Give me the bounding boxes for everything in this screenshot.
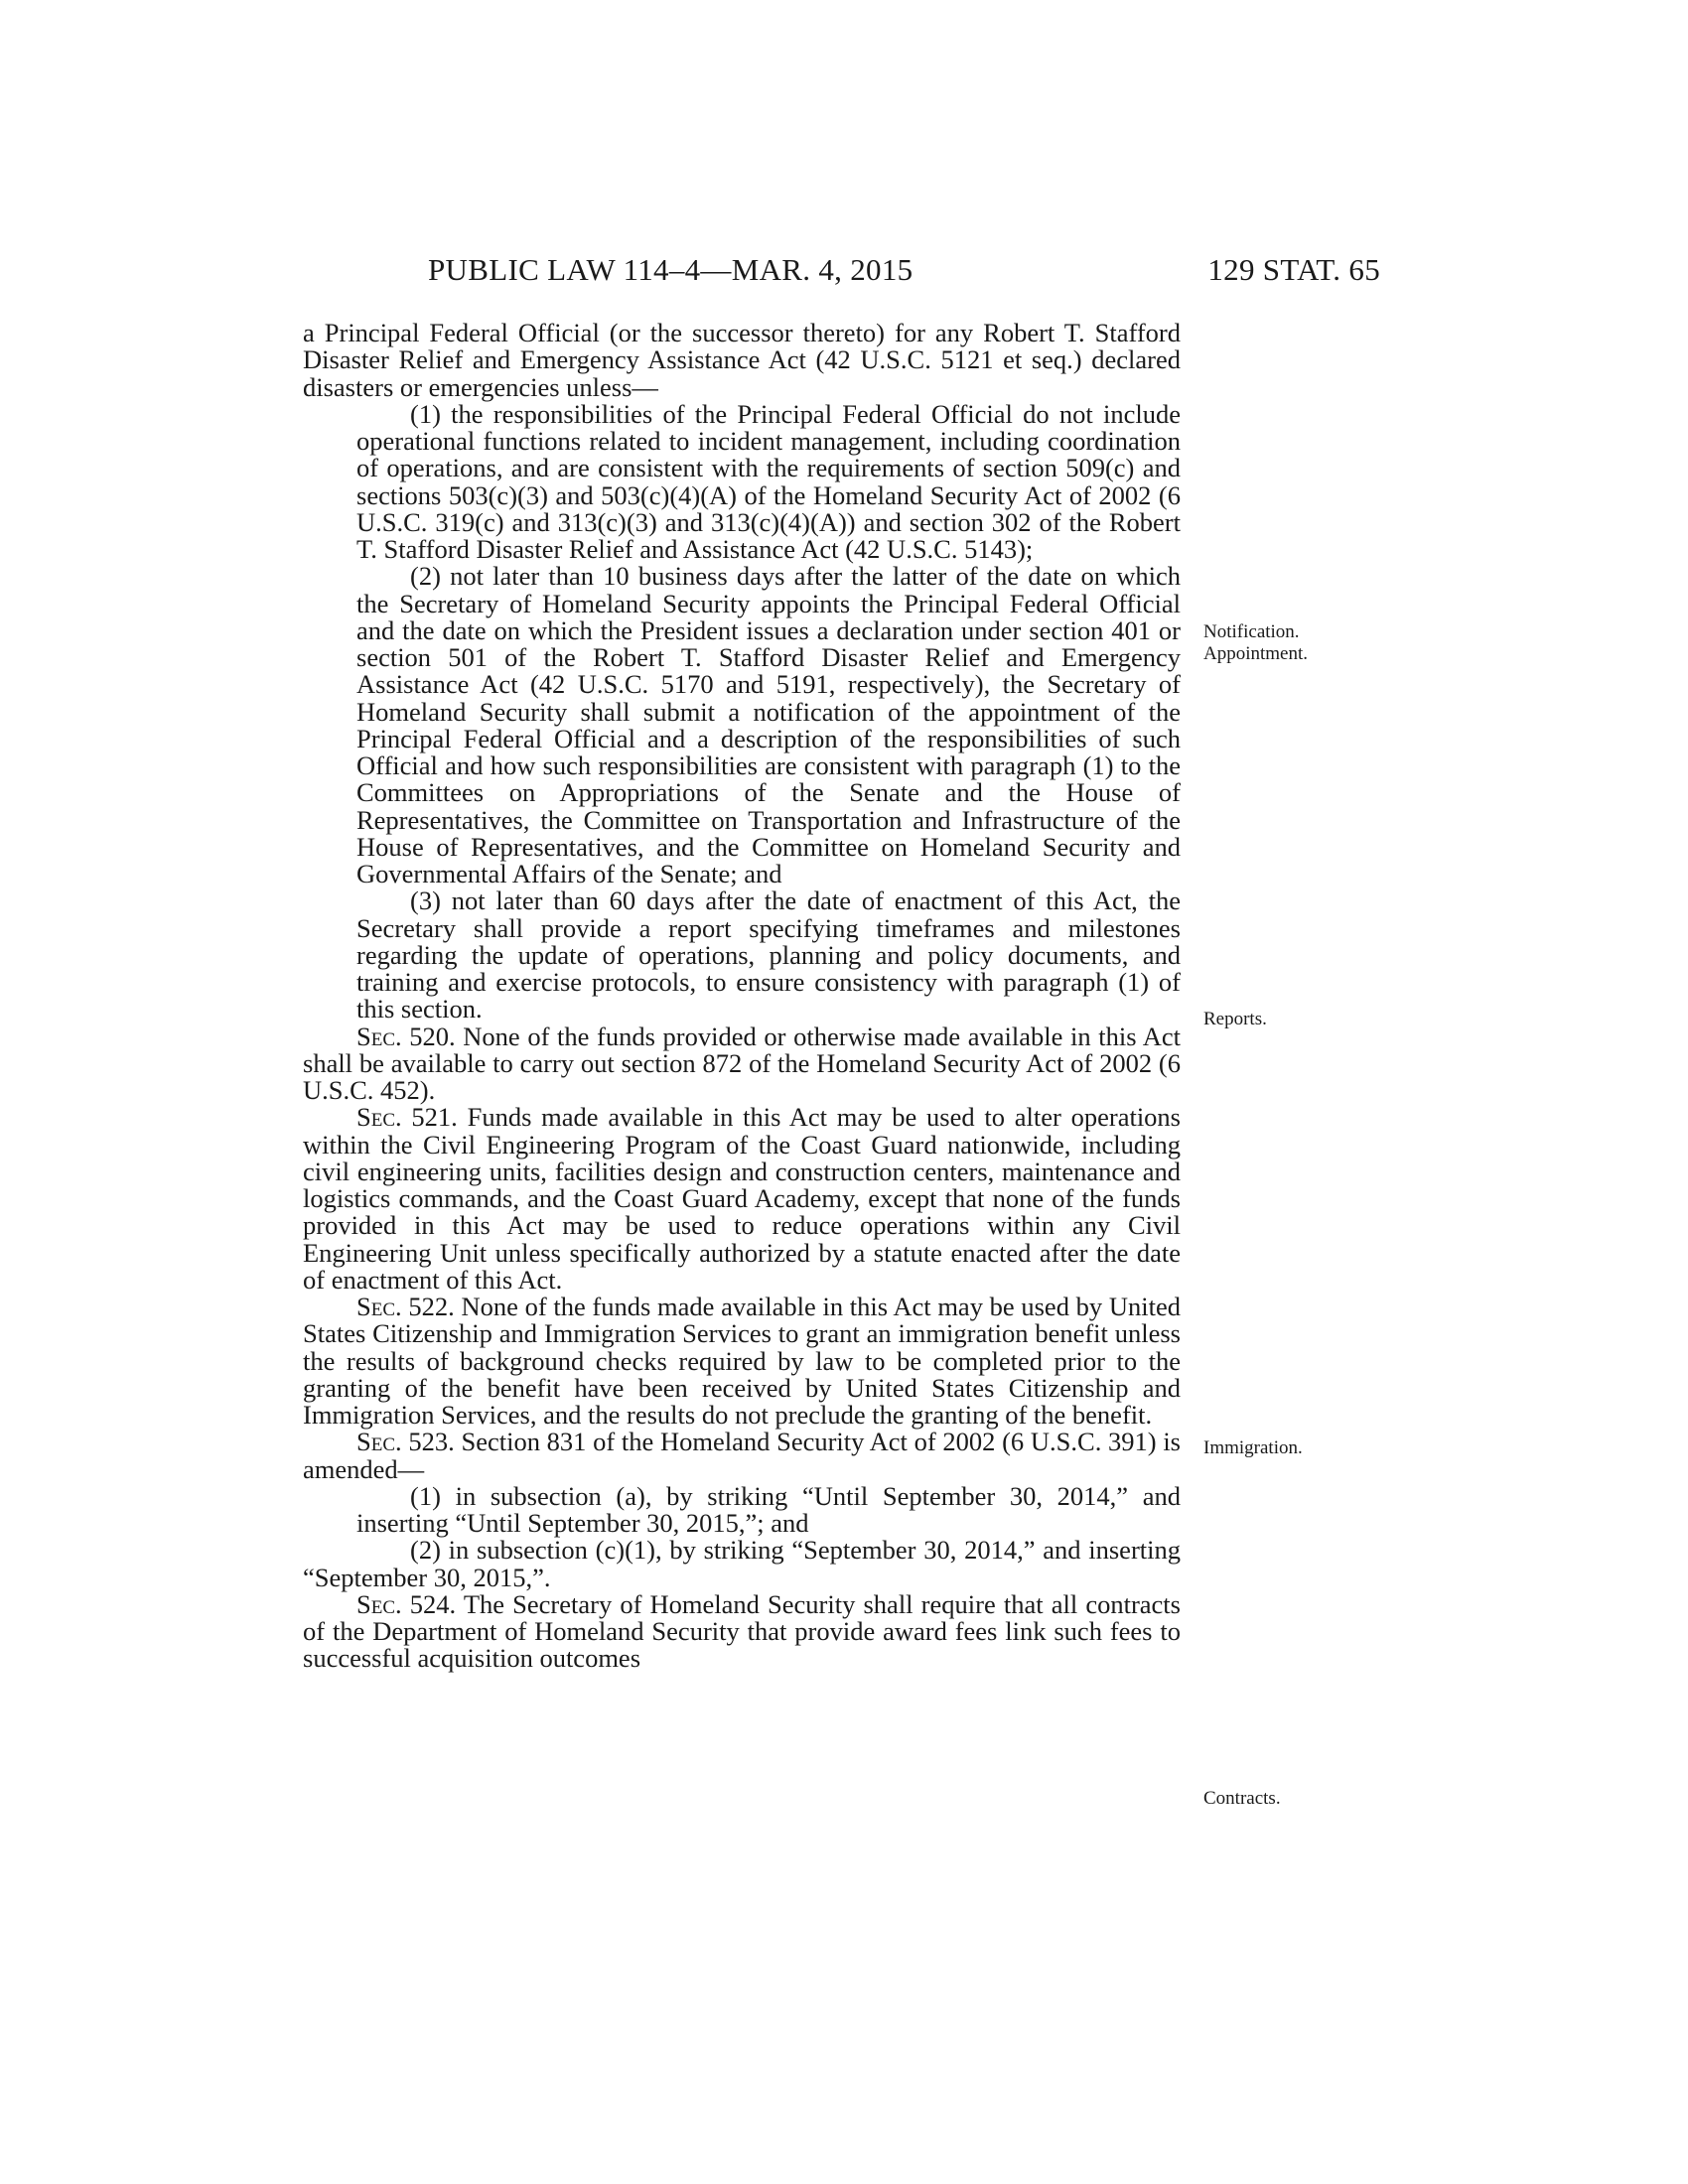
section-522 xyxy=(303,1294,1181,1429)
section-521-text: Funds made available in this Act may be used to alter operations within the Civil Engineering Program of the Coast Guard nationwide, including civil engineering units, facilities design and construction centers, maintenance and logistics commands, and the Coast Guard Academy, except that none of the funds provided in this Act may be used to reduce operations within any Civil Engineering Unit unless specifically authorized by a statute enacted after the date of enactment of this Act. xyxy=(303,1102,1181,1295)
section-521 xyxy=(303,1104,1181,1294)
main-text xyxy=(303,320,1181,1673)
section-523-text: Section 831 of the Homeland Security Act of 2002 (6 U.S.C. 391) is amended— xyxy=(303,1427,1181,1484)
section-522-label: Sec. 522. xyxy=(356,1292,455,1321)
section-523-label: Sec. 523. xyxy=(356,1427,455,1457)
law-title: PUBLIC LAW 114–4—MAR. 4, 2015 xyxy=(428,252,914,287)
section-521-label: Sec. 521. xyxy=(356,1102,458,1133)
paragraph-continuation: a Principal Federal Official (or the successor thereto) for any Robert T. Stafford Disaster Relief and Emergency Assistance Act (42 U.S.C. 5121 et seq.) declared disasters or emergencies unless— xyxy=(303,318,1181,402)
page-header xyxy=(298,252,1380,292)
stat-citation: 129 STAT. 65 xyxy=(1207,252,1380,287)
margin-note-notification: Notification. xyxy=(1203,621,1300,642)
section-522-text: None of the funds made available in this Act may be used by United States Citizenship and Immigration Services to grant an immigration benefit unless the results of background checks required by law to be completed prior to the granting of the benefit have been received by United States Citizenship and Immigration Services, and the results do not preclude the granting of the benefit. xyxy=(303,1292,1181,1430)
section-520-label: Sec. 520. xyxy=(356,1021,456,1051)
section-520 xyxy=(303,1021,1181,1105)
section-524-label: Sec. 524. xyxy=(356,1588,457,1619)
section-524 xyxy=(303,1588,1181,1674)
section-523-item-1: (1) in subsection (a), by striking “Until September 30, 2014,” and inserting “Until September 30, 2015,”; and xyxy=(356,1480,1181,1538)
list-item-1: (1) the responsibilities of the Principal Federal Official do not include operational functions related to incident management, including coordination of operations, and are consistent with the requirements of section 509(c) and sections 503(c)(3) and 503(c)(4)(A) of the Homeland Security Act of 2002 (6 U.S.C. 319(c) and 313(c)(3) and 313(c)(4)(A)) and section 302 of the Robert T. Stafford Disaster Relief and Assistance Act (42 U.S.C. 5143); xyxy=(356,398,1181,564)
section-520-text: None of the funds provided or otherwise made available in this Act shall be available to carry out section 872 of the Homeland Security Act of 2002 (6 U.S.C. 452). xyxy=(303,1021,1181,1105)
margin-note-reports: Reports. xyxy=(1203,1009,1267,1029)
margin-note-immigration: Immigration. xyxy=(1203,1437,1303,1458)
section-524-text: The Secretary of Homeland Security shall require that all contracts of the Department of Homeland Security that provide award fees link such fees to successful acquisition outcomes xyxy=(303,1588,1181,1674)
margin-note-contracts: Contracts. xyxy=(1203,1788,1281,1809)
margin-note-appointment: Appointment. xyxy=(1203,643,1309,664)
list-item-3: (3) not later than 60 days after the date of enactment of this Act, the Secretary shall provide a report specifying timeframes and milestones regarding the update of operations, planning and policy documents, and training and exercise protocols, to ensure consistency with paragraph (1) of this section. xyxy=(356,886,1181,1024)
section-523 xyxy=(303,1429,1181,1483)
section-523-item-2: (2) in subsection (c)(1), by striking “September 30, 2014,” and inserting “September 30, 2015,”. xyxy=(303,1535,1181,1592)
list-item-2: (2) not later than 10 business days after the latter of the date on which the Secretary of Homeland Security appoints the Principal Federal Official and the date on which the President issues a declaration under section 401 or section 501 of the Robert T. Stafford Disaster Relief and Emergency Assistance Act (42 U.S.C. 5170 and 5191, respectively), the Secretary of Homeland Security shall submit a notification of the appointment of the Principal Federal Official and a description of the responsibilities of such Official and how such responsibilities are consistent with paragraph (1) to the Committees on Appropriations of the Senate and the House of Representatives, the Committee on Transportation and Infrastructure of the House of Representatives, and the Committee on Homeland Security and Governmental Affairs of the Senate; and xyxy=(356,561,1181,888)
